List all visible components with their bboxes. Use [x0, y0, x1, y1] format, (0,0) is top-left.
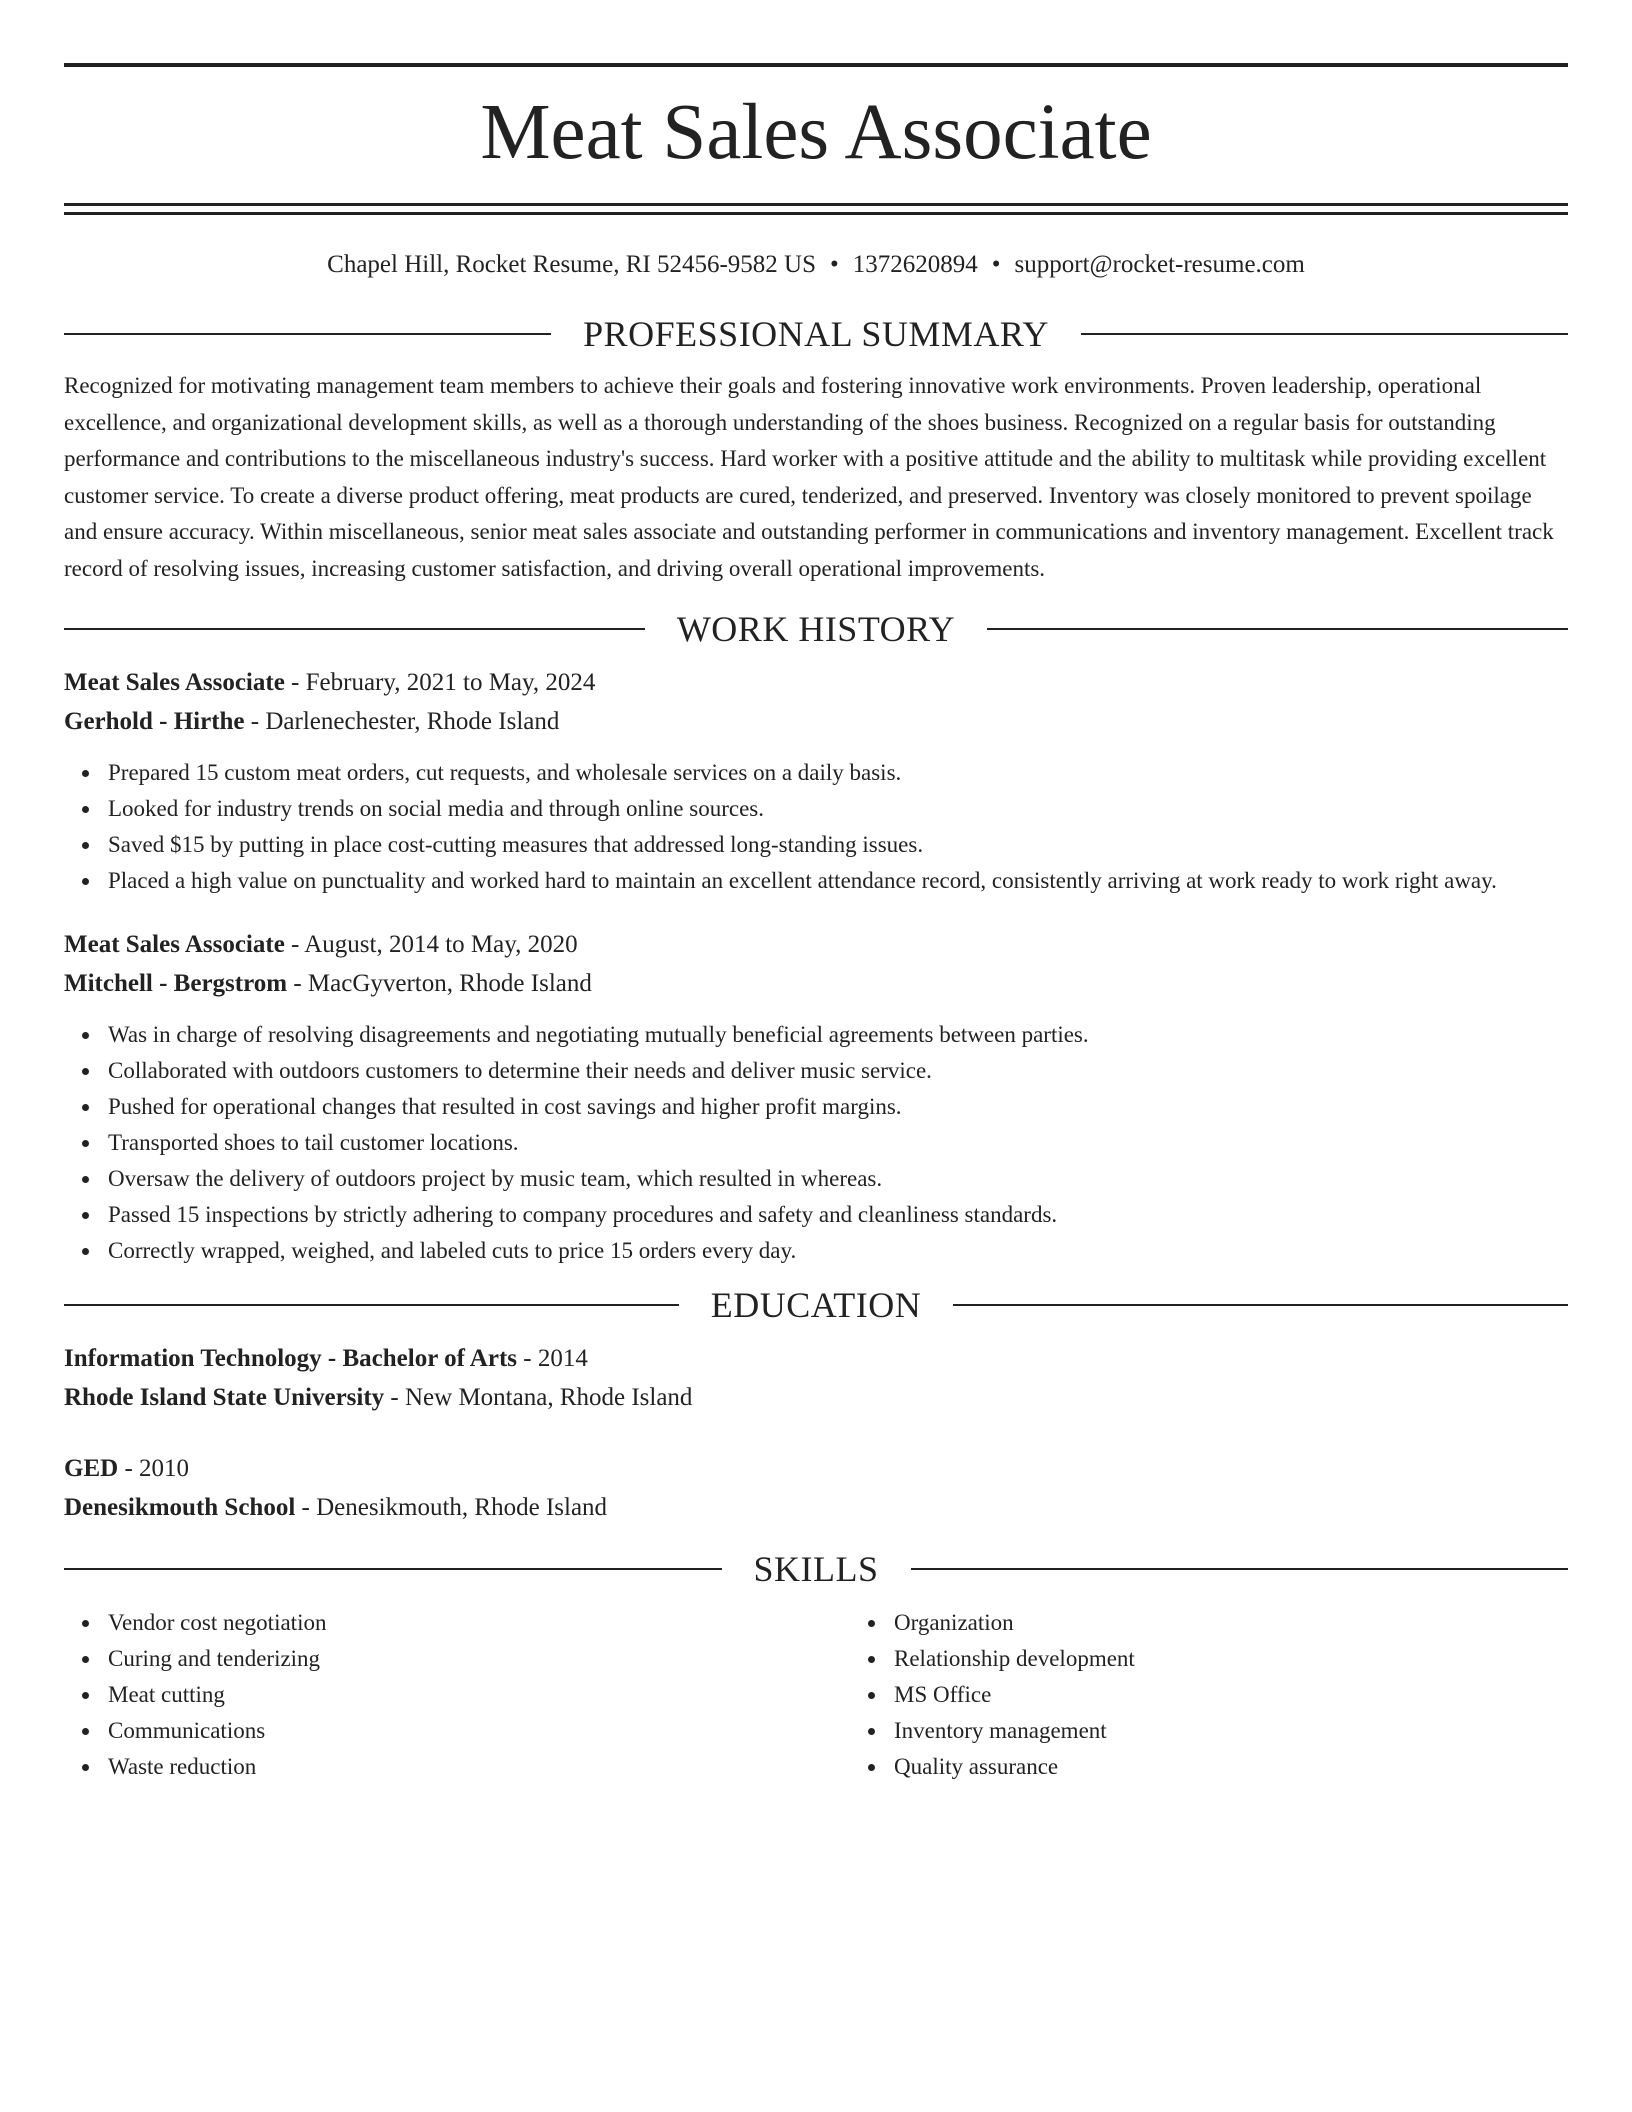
job-company-line — [64, 964, 1568, 1003]
section-heading-skills — [64, 1549, 1568, 1589]
job-dates: - February, 2021 to May, 2024 — [284, 669, 596, 696]
education-year: - 2010 — [118, 1455, 190, 1482]
contact-separator: • — [991, 251, 1001, 278]
job-bullet: Was in charge of resolving disagreements and negotiating mutually beneficial agreements between parties. — [108, 1017, 1568, 1053]
job-dates: - August, 2014 to May, 2020 — [284, 931, 578, 958]
education-year: - 2014 — [517, 1345, 588, 1372]
education-degree: Information Technology - Bachelor of Arts — [64, 1345, 518, 1372]
job-bullets — [64, 1017, 1568, 1269]
heading-rule-right — [953, 1304, 1568, 1306]
job-bullet: Saved $15 by putting in place cost-cutting measures that addressed long-standing issues. — [108, 827, 1568, 863]
summary-text: Recognized for motivating management team members to achieve their goals and fostering innovative work environments. Proven leadership, operational excellence, and organizational development skills, as well as a thorough understanding of the shoes business. Recognized on a regular basis for outstanding performance and contributions to the miscellaneous industry's success. Hard worker with a positive attitude and the ability to multitask while providing excellent customer service. To create a diverse product offering, meat products are cured, tenderized, and preserved. Inventory was closely monitored to prevent spoilage and ensure accuracy. Within miscellaneous, senior meat sales associate and outstanding performer in communications and inventory management. Excellent track record of resolving issues, increasing customer satisfaction, and driving overall operational improvements. — [64, 373, 1554, 581]
section-title: EDUCATION — [710, 1285, 922, 1325]
skill-item: Inventory management — [894, 1713, 1135, 1749]
job-company: Gerhold - Hirthe — [64, 708, 245, 735]
skill-item: Quality assurance — [894, 1749, 1135, 1785]
skill-item: MS Office — [894, 1677, 1135, 1713]
heading-rule-right — [911, 1568, 1569, 1570]
skills-list-left — [64, 1605, 850, 1785]
job-title-line — [64, 925, 1568, 964]
contact-email: support@rocket-resume.com — [1014, 251, 1305, 278]
contact-line — [64, 250, 1568, 280]
job-company-line — [64, 702, 1568, 741]
job-bullet: Passed 15 inspections by strictly adhering to company procedures and safety and cleanliness standards. — [108, 1197, 1568, 1233]
education-entry — [64, 1449, 1568, 1527]
education-school-line — [64, 1378, 1568, 1417]
education-degree: GED — [64, 1455, 119, 1482]
job-bullet: Collaborated with outdoors customers to determine their needs and deliver music service. — [108, 1053, 1568, 1089]
education-entry — [64, 1339, 1568, 1417]
job-bullet: Oversaw the delivery of outdoors project by music team, which resulted in whereas. — [108, 1161, 1568, 1197]
contact-address: Chapel Hill, Rocket Resume, RI 52456-9582 US — [327, 251, 816, 278]
skill-item: Meat cutting — [108, 1677, 850, 1713]
title-rule-upper — [64, 203, 1568, 206]
section-heading-work-history — [64, 609, 1568, 649]
resume-title: Meat Sales Associate — [480, 89, 1152, 176]
job-title-line — [64, 663, 1568, 702]
education-school: Rhode Island State University — [64, 1384, 385, 1411]
job-bullet: Correctly wrapped, weighed, and labeled cuts to price 15 orders every day. — [108, 1233, 1568, 1269]
contact-separator: • — [830, 251, 839, 278]
section-heading-summary — [64, 314, 1568, 354]
skill-item: Waste reduction — [108, 1749, 850, 1785]
section-heading-education — [64, 1285, 1568, 1325]
job-bullet: Placed a high value on punctuality and worked hard to maintain an excellent attendance record, consistently arriving at work ready to work right away. — [108, 863, 1568, 899]
section-title: SKILLS — [753, 1549, 879, 1589]
job-title: Meat Sales Associate — [64, 669, 285, 696]
skill-item: Communications — [108, 1713, 850, 1749]
section-title: PROFESSIONAL SUMMARY — [583, 314, 1049, 354]
skills-columns — [64, 1603, 1568, 1785]
title-rule-lower — [64, 212, 1568, 215]
job-bullet: Transported shoes to tail customer locations. — [108, 1125, 1568, 1161]
heading-rule-left — [64, 628, 645, 630]
skill-item: Relationship development — [894, 1641, 1135, 1677]
section-title: WORK HISTORY — [676, 609, 956, 649]
education-degree-line — [64, 1449, 1568, 1488]
heading-rule-left — [64, 1568, 722, 1570]
job-bullet: Prepared 15 custom meat orders, cut requests, and wholesale services on a daily basis. — [108, 755, 1568, 791]
heading-rule-right — [987, 628, 1568, 630]
job-bullet: Pushed for operational changes that resulted in cost savings and higher profit margins. — [108, 1089, 1568, 1125]
job-entry — [64, 663, 1568, 899]
skills-list-right — [850, 1605, 1135, 1785]
heading-rule-left — [64, 333, 551, 335]
job-title: Meat Sales Associate — [64, 931, 285, 958]
job-location: - MacGyverton, Rhode Island — [287, 970, 592, 997]
heading-rule-right — [1081, 333, 1568, 335]
education-school-line — [64, 1488, 1568, 1527]
job-company: Mitchell - Bergstrom — [64, 970, 288, 997]
job-entry — [64, 925, 1568, 1269]
contact-phone: 1372620894 — [852, 251, 978, 278]
education-degree-line — [64, 1339, 1568, 1378]
skill-item: Organization — [894, 1605, 1135, 1641]
job-location: - Darlenechester, Rhode Island — [244, 708, 560, 735]
education-location: - New Montana, Rhode Island — [384, 1384, 693, 1411]
skill-item: Curing and tenderizing — [108, 1641, 850, 1677]
heading-rule-left — [64, 1304, 679, 1306]
education-school: Denesikmouth School — [64, 1494, 296, 1521]
skill-item: Vendor cost negotiation — [108, 1605, 850, 1641]
job-bullet: Looked for industry trends on social media and through online sources. — [108, 791, 1568, 827]
education-location: - Denesikmouth, Rhode Island — [295, 1494, 608, 1521]
job-bullets — [64, 755, 1568, 899]
